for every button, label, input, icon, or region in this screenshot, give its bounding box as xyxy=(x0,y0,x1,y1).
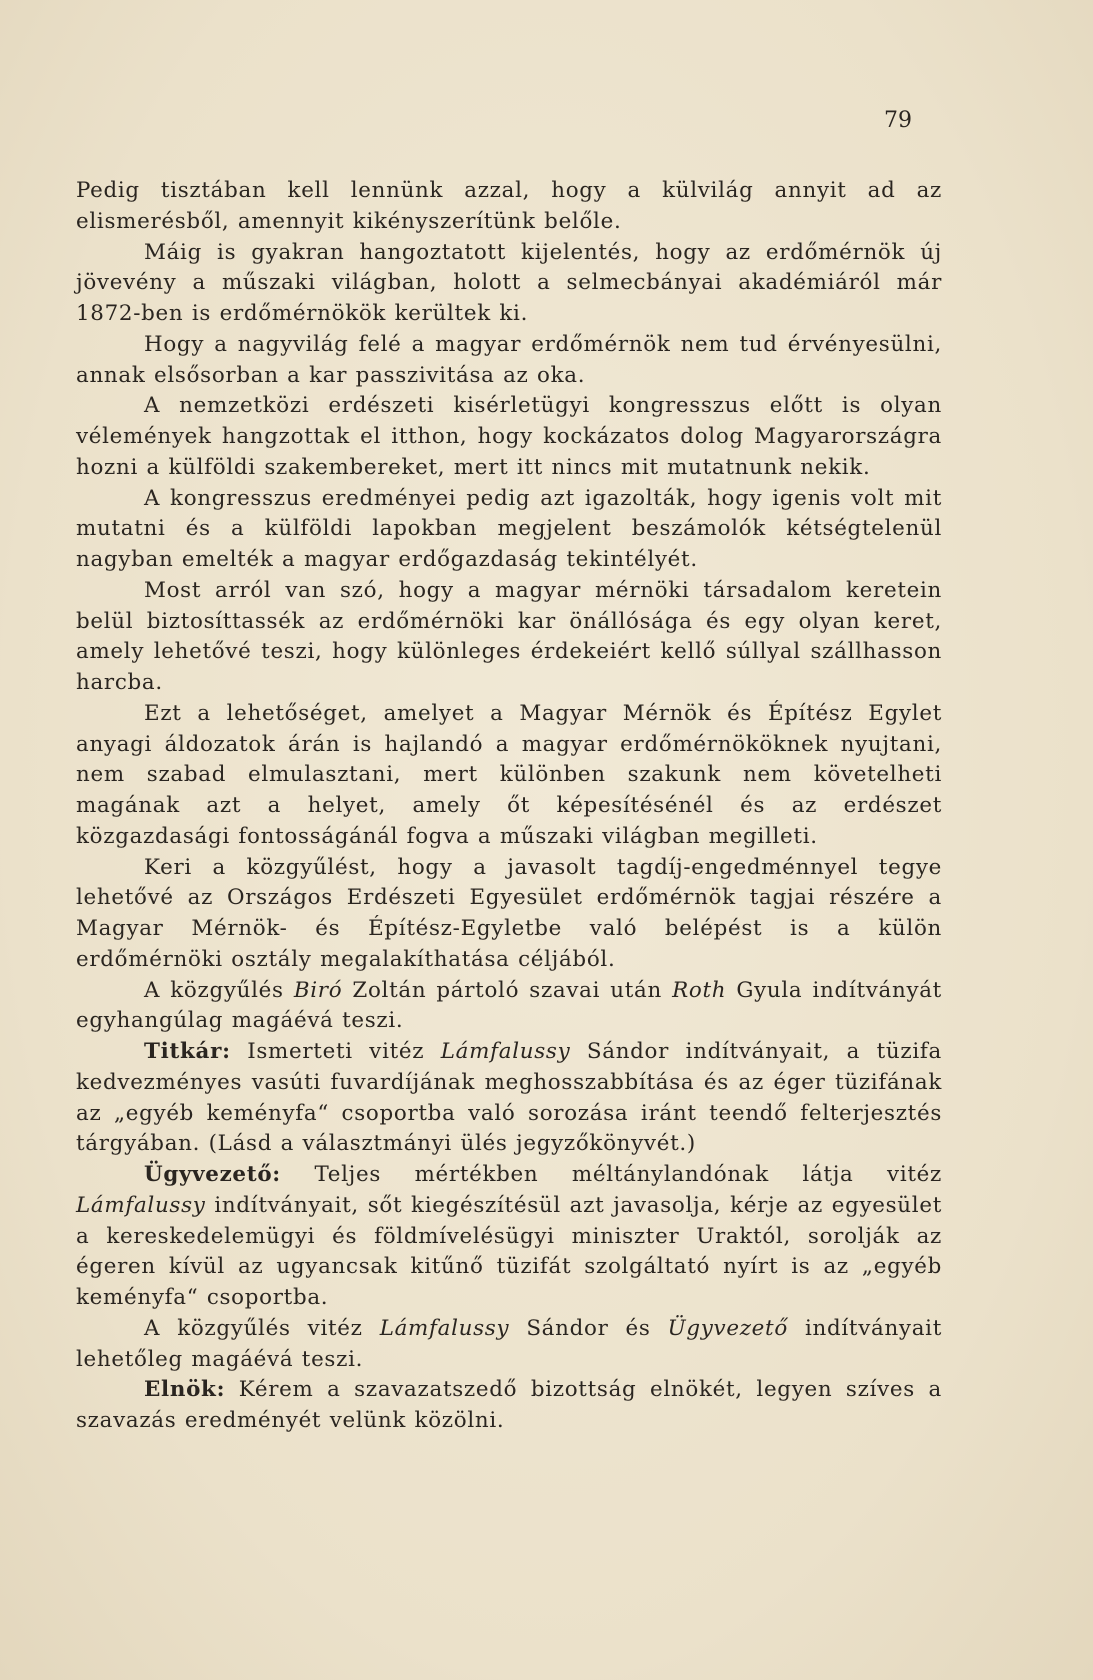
speaker-label: Elnök: xyxy=(144,1377,226,1403)
person-name: Lámfalussy xyxy=(76,1192,206,1218)
paragraph: Keri a közgyűlést, hogy a javasolt tagdíj-engedménnyel tegye lehetővé az Országos Erdészeti Egyesület erdőmérnök tagjai részére a Magyar Mérnök- és Építész-Egyletbe való belépést is a külön erdőmérnöki osztály megalakíthatása céljából. xyxy=(76,854,942,972)
page-number: 79 xyxy=(884,108,912,133)
text-run: Sándor indítványait, a tüzifa kedvezményes vasúti fuvardíjának meghosszabbítása és az éger tüzifának az „egyéb keményfa“ csoportba való sorozása iránt teendő felterjesztés tárgyában. (Lásd a választmányi ülés jegyzőkönyvét.) xyxy=(76,1039,942,1157)
body-text xyxy=(76,176,942,1437)
text-run: Kérem a szavazatszedő bizottság elnökét, legyen szíves a szavazás eredményét velünk közölni. xyxy=(76,1377,942,1433)
person-name: Ügyvezető xyxy=(667,1315,788,1341)
text-run: A közgyűlés xyxy=(144,977,294,1003)
paragraph xyxy=(76,1314,942,1376)
speaker-label: Titkár: xyxy=(144,1039,231,1064)
paragraph xyxy=(76,1375,942,1437)
text-run: Ismerteti vitéz xyxy=(230,1039,441,1064)
text-run: Teljes mértékben méltánylandónak látja vitéz xyxy=(280,1162,942,1187)
person-name: Biró xyxy=(293,977,343,1003)
paragraph: Máig is gyakran hangoztatott kijelentés, hogy az erdőmérnök új jövevény a műszaki világban, holott a selmecbányai akadémiáról már 1872-ben is erdőmérnökök kerültek ki. xyxy=(76,239,942,326)
person-name: Lámfalussy xyxy=(379,1315,510,1341)
person-name: Roth xyxy=(672,977,727,1003)
text-run: indítványait, sőt kiegészítésül azt javasolja, kérje az egyesület a kereskedelemügyi és földmívelésügyi miniszter Uraktól, sorolják az égeren kívül az ugyancsak kitűnő tüzifát szolgáltató nyírt is az „egyéb keményfa“ csoportba. xyxy=(76,1192,942,1310)
paragraph: Hogy a nagyvilág felé a magyar erdőmérnök nem tud érvényesülni, annak elsősorban a kar passzivitása az oka. xyxy=(76,331,942,388)
text-run: Zoltán pártoló szavai után xyxy=(342,977,673,1003)
paragraph xyxy=(76,1160,942,1314)
person-name: Lámfalussy xyxy=(440,1039,571,1064)
paragraph: Most arról van szó, hogy a magyar mérnöki társadalom keretein belül biztosíttassék az erdőmérnöki kar önállósága és egy olyan keret, amely lehetővé teszi, hogy különleges érdekeiért kellő súllyal szállhasson harcba. xyxy=(76,577,942,695)
text-run: indítványait lehetőleg magáévá teszi. xyxy=(76,1315,942,1372)
paragraph: A nemzetközi erdészeti kisérletügyi kongresszus előtt is olyan vélemények hangzottak el itthon, hogy kockázatos dolog Magyarországra hozni a külföldi szakembereket, mert itt nincs mit mutatnunk nekik. xyxy=(76,393,942,480)
paragraph xyxy=(76,976,942,1038)
paragraph: Pedig tisztában kell lennünk azzal, hogy a külvilág annyit ad az elismerésből, amennyit kikényszerítünk belőle. xyxy=(76,178,942,234)
paragraph xyxy=(76,1037,942,1160)
text-run: Sándor és xyxy=(509,1315,668,1341)
paragraph: A kongresszus eredményei pedig azt igazolták, hogy igenis volt mit mutatni és a külföldi lapokban megjelent beszámolók kétségtelenül nagyban emelték a magyar erdőgazdaság tekintélyét. xyxy=(76,485,942,572)
paragraph: Ezt a lehetőséget, amelyet a Magyar Mérnök és Építész Egylet anyagi áldozatok árán is hajlandó a magyar erdőmérnököknek nyujtani, nem szabad elmulasztani, mert különben szakunk nem követelheti magának azt a helyet, amely őt képesítésénél és az erdészet közgazdasági fontosságánál fogva a műszaki világban megilleti. xyxy=(76,700,942,849)
text-run: Gyula indítványát egyhangúlag magáévá teszi. xyxy=(76,977,942,1034)
speaker-label: Ügyvezető: xyxy=(144,1162,281,1187)
text-run: A közgyűlés vitéz xyxy=(144,1315,380,1341)
